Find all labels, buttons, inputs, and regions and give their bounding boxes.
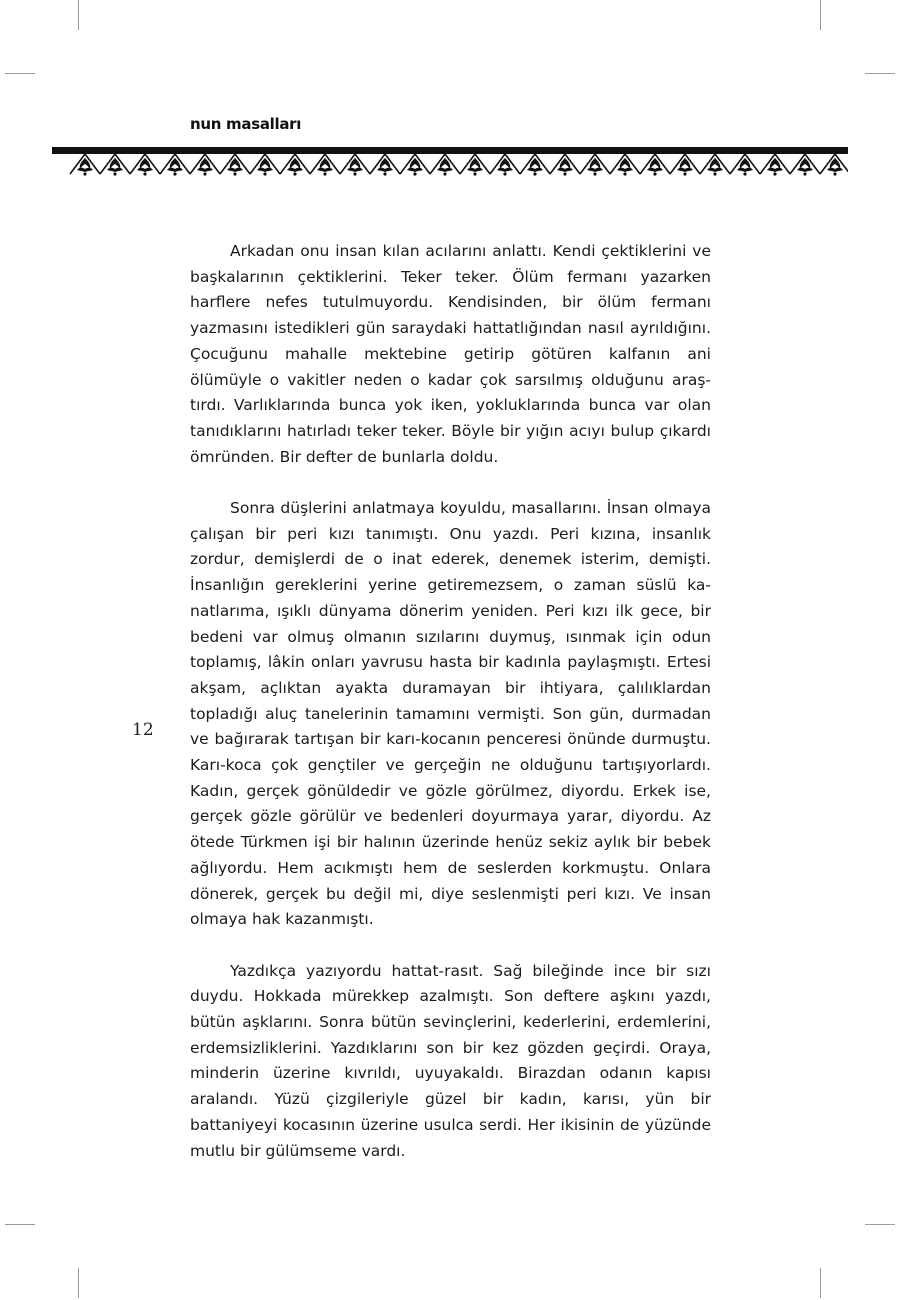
- crop-mark-right-top: [865, 73, 895, 74]
- crop-mark-bottom-right: [820, 1268, 821, 1298]
- fleuron-motif-icon: [820, 154, 848, 176]
- fleuron-motif-icon: [370, 154, 400, 176]
- fleuron-motif-icon: [640, 154, 670, 176]
- fleuron-border-icon: [52, 147, 848, 177]
- fleuron-motif-icon: [250, 154, 280, 176]
- paragraph-2: Sonra düşlerini anlatmaya koyuldu, masallarını. İnsan olmaya çalışan bir peri kızı tanımıştı. Onu yazdı. Peri kızına, insanlık zordur, demişlerdi de o inat ederek, denemek isterim, demişti. İnsanlığın gereklerini yerine getiremezsem, o zaman süslü kanatlarıma, ışıklı dünyama dönerim yeniden. Peri kızı ilk gece, bir bedeni var olmuş olmanın sızılarını duymuş, ısınmak için odun toplamış, lâkin onları yavrusu hasta bir kadınla paylaşmıştı. Ertesi akşam, açlıktan ayakta duramayan bir ihtiyara, çalılıklardan topladığı aluç tanelerinin tamamını vermişti. Son gün, durmadan ve bağırarak tartışan bir karı-kocanın penceresi önünde durmuştu. Karı-koca çok gençtiler ve gerçeğin ne olduğunu tartışıyorlardı. Kadın, gerçek gönüldedir ve gözle görülmez, diyordu. Erkek ise, gerçek gözle görülür ve bedenleri doyurmaya yarar, diyordu. Az ötede Türkmen işi bir halının üzerinde henüz sekiz aylık bir bebek ağlıyordu. Hem acıkmıştı hem de seslerden korkmuştu. Onlara dönerek, gerçek bu değil mi, diye seslenmişti peri kızı. Ve insan olmaya hak kazanmıştı.: [190, 499, 711, 929]
- fleuron-motif-icon: [550, 154, 580, 176]
- running-header-title: nun masalları: [190, 115, 302, 133]
- fleuron-motif-icon: [610, 154, 640, 176]
- fleuron-motif-icon: [70, 154, 100, 176]
- crop-mark-left-bottom: [5, 1224, 35, 1225]
- fleuron-motif-icon: [100, 154, 130, 176]
- body-text: [190, 239, 711, 1164]
- fleuron-motif-icon: [310, 154, 340, 176]
- fleuron-motif-icon: [700, 154, 730, 176]
- crop-mark-top-left: [78, 0, 79, 30]
- fleuron-motif-icon: [190, 154, 220, 176]
- crop-mark-left-top: [5, 73, 35, 74]
- fleuron-motif-icon: [160, 154, 190, 176]
- crop-mark-right-bottom: [865, 1224, 895, 1225]
- fleuron-motif-icon: [730, 154, 760, 176]
- fleuron-motif-icon: [130, 154, 160, 176]
- paragraph-3: Yazdıkça yazıyordu hattat-rasıt. Sağ bileğinde ince bir sızı duydu. Hokkada mürekkep azalmıştı. Son deftere aşkını yazdı, bütün aşklarını. Sonra bütün sevinçlerini, kederlerini, erdemlerini, erdemsizliklerini. Yazdıklarını son bir kez gözden geçirdi. Oraya, minderin üzerine kıvrıldı, uyuyakaldı. Birazdan odanın kapısı aralandı. Yüzü çizgileriyle güzel bir kadın, karısı, yün bir battaniyeyi kocasının üzerine usulca serdi. Her ikisinin de yüzünde mutlu bir gülümseme vardı.: [190, 961, 711, 1160]
- fleuron-motif-icon: [520, 154, 550, 176]
- fleuron-motif-icon: [430, 154, 460, 176]
- fleuron-motif-icon: [790, 154, 820, 176]
- fleuron-motif-icon: [280, 154, 310, 176]
- fleuron-motif-icon: [580, 154, 610, 176]
- fleuron-motif-icon: [460, 154, 490, 176]
- crop-mark-top-right: [820, 0, 821, 30]
- crop-mark-bottom-left: [78, 1268, 79, 1298]
- fleuron-motif-icon: [340, 154, 370, 176]
- paragraph-1: Arkadan onu insan kılan acılarını anlattı. Kendi çektiklerini ve başkalarının çektiklerini. Teker teker. Ölüm fermanı yazarken harflere nefes tutulmuyordu. Kendisinden, bir ölüm fermanı yazmasını istedikleri gün saraydaki hattatlığından nasıl ayrıldığını. Çocuğunu mahalle mektebine getirip götüren kalfanın ani ölümüyle o vakitler neden o kadar çok sarsılmış olduğunu araştırdı. Varlıklarında bunca yok iken, yokluklarında bunca var olan tanıdıklarını hatırladı teker teker. Böyle bir yığın acıyı bulup çıkardı ömründen. Bir defter de bunlarla doldu.: [190, 242, 711, 466]
- fleuron-motif-icon: [220, 154, 250, 176]
- fleuron-motif-icon: [400, 154, 430, 176]
- page-number: 12: [132, 720, 154, 740]
- fleuron-motif-icon: [490, 154, 520, 176]
- fleuron-motif-icon: [670, 154, 700, 176]
- fleuron-motif-icon: [760, 154, 790, 176]
